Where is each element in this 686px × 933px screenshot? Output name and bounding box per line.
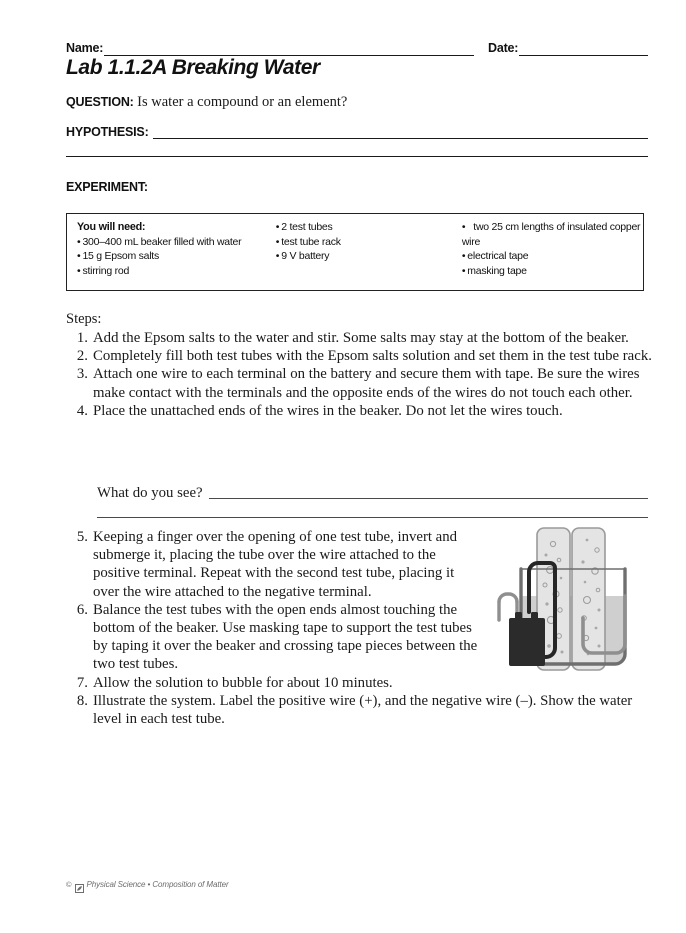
battery-terminal-negative xyxy=(515,612,522,619)
material-item: • 15 g Epsom salts xyxy=(77,250,159,263)
steps-heading: Steps: xyxy=(66,311,102,327)
battery-body xyxy=(509,618,545,666)
material-label: 2 test tubes xyxy=(281,221,333,233)
step-number: 6. xyxy=(76,601,88,618)
step-text: Completely fill both test tubes with the Epsom salts solution and set them in the test tube rack. xyxy=(93,348,652,365)
hypothesis-section xyxy=(66,121,648,139)
footer xyxy=(66,880,229,889)
date-field[interactable] xyxy=(488,41,648,56)
step-item xyxy=(74,692,652,728)
step-text: Attach one wire to each terminal on the battery and secure them with tape. Be sure the wires make contact with the terminals and the opposite ends of the wires do not touch each other. xyxy=(93,366,640,401)
step-number: 3. xyxy=(76,366,88,383)
step-text: Add the Epsom salts to the water and stir. Some salts may stay at the bottom of the beaker. xyxy=(93,330,629,346)
what-do-you-see-label: What do you see? xyxy=(97,485,203,501)
step-item xyxy=(74,347,652,365)
step-item xyxy=(74,329,652,347)
step-item xyxy=(74,365,652,401)
experiment-label: EXPERIMENT: xyxy=(66,180,148,194)
footer-text: Physical Science • Composition of Matter xyxy=(86,880,229,889)
what-do-you-see-write-line-2[interactable] xyxy=(97,516,648,518)
steps-list-top xyxy=(74,329,652,420)
material-label: test tube rack xyxy=(281,235,341,248)
step-number: 8. xyxy=(76,692,88,709)
step-text: Balance the test tubes with the open ends almost touching the bottom of the beaker. Use masking tape to support the test tubes by taping it over the beaker and crossing tape pieces between the two test tubes. xyxy=(93,601,478,673)
hypothesis-write-line-2[interactable] xyxy=(66,155,648,157)
header-fields xyxy=(66,36,648,56)
material-label: masking tape xyxy=(467,264,527,277)
publisher-logo-icon xyxy=(75,880,84,889)
material-item: • 300–400 mL beaker filled with water xyxy=(77,235,242,248)
material-label: electrical tape xyxy=(467,250,529,263)
materials-column-1 xyxy=(67,220,276,290)
materials-column-2 xyxy=(276,220,462,290)
name-label: Name: xyxy=(66,41,104,55)
wire-gray xyxy=(499,594,517,602)
material-label: 9 V battery xyxy=(281,250,330,263)
question-text: Is water a compound or an element? xyxy=(137,94,348,110)
material-item: • test tube rack xyxy=(275,235,341,248)
step-text: Allow the solution to bubble for about 10 minutes. xyxy=(93,674,393,691)
step-text: Illustrate the system. Label the positive wire (+), and the negative wire (–). Show the water level in each test tube. xyxy=(93,692,633,728)
step-text: Place the unattached ends of the wires in the beaker. Do not let the wires touch. xyxy=(93,402,563,419)
material-label: 300–400 mL beaker filled with water xyxy=(82,235,242,248)
what-do-you-see-field xyxy=(97,482,648,502)
battery-terminal-positive xyxy=(531,612,538,619)
materials-heading: You will need: xyxy=(77,221,146,233)
electrolysis-diagram xyxy=(487,524,647,679)
materials-column-3 xyxy=(462,220,643,290)
hypothesis-label: HYPOTHESIS: xyxy=(66,125,149,139)
material-item: • masking tape xyxy=(461,264,527,277)
step-number: 1. xyxy=(76,330,88,346)
material-item: • stirring rod xyxy=(77,264,130,277)
date-write-line[interactable] xyxy=(519,54,648,56)
what-do-you-see-write-line-1[interactable] xyxy=(209,497,648,499)
materials-box xyxy=(66,213,644,291)
step-number: 5. xyxy=(76,529,88,545)
material-item: • 9 V battery xyxy=(275,250,330,263)
material-item: • two 25 cm lengths of insulated copper wire xyxy=(461,221,641,248)
name-field[interactable] xyxy=(66,41,474,56)
material-label: 15 g Epsom salts xyxy=(82,250,159,263)
test-tube-right xyxy=(572,528,605,670)
question-label: QUESTION: xyxy=(66,95,134,109)
step-number: 2. xyxy=(76,348,88,365)
material-item: • 2 test tubes xyxy=(275,221,333,233)
hypothesis-write-line-1[interactable] xyxy=(153,137,648,139)
step-item xyxy=(74,402,652,420)
page-title: Lab 1.1.2A Breaking Water xyxy=(66,56,320,79)
step-number: 4. xyxy=(76,402,88,419)
question-section xyxy=(66,94,648,111)
material-item: • electrical tape xyxy=(461,250,529,263)
step-text: Keeping a finger over the opening of one test tube, invert and submerge it, placing the tube over the wire attached to the positive terminal. Repeat with the second test tube, placing it over the wire attached to the negative terminal. xyxy=(93,529,458,600)
date-label: Date: xyxy=(488,41,519,55)
electrolysis-diagram-svg xyxy=(487,524,647,679)
copyright-symbol: © xyxy=(66,880,72,889)
material-label: stirring rod xyxy=(82,264,130,277)
step-number: 7. xyxy=(76,674,88,691)
material-label: two 25 cm lengths of insulated copper wire xyxy=(461,221,641,248)
